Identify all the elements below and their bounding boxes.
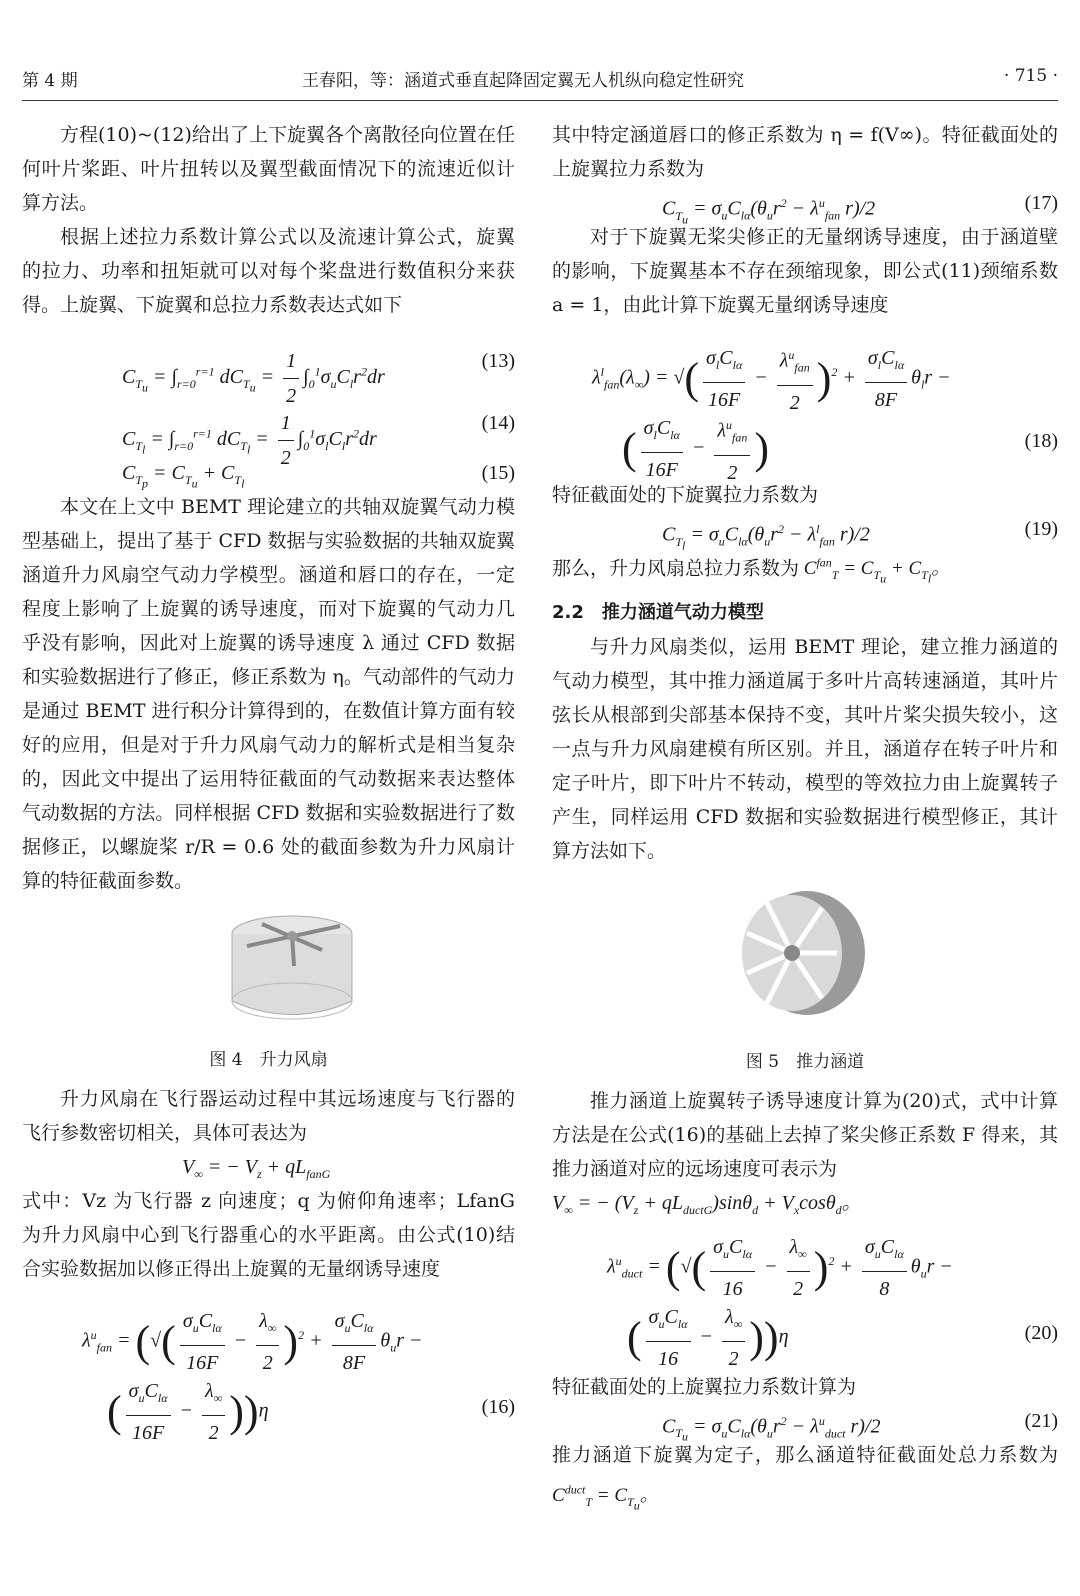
paragraph: 特征截面处的下旋翼拉力系数为 <box>552 484 819 506</box>
paragraph: 特征截面处的上旋翼拉力系数计算为 <box>552 1375 857 1398</box>
figure-5 <box>552 878 1058 1078</box>
equation-19: $C_{T_l} = \sigma_uC_{l\alpha}(\theta_ur^2 - \lambda^l_{fan}$ r)/2 (19) <box>662 518 1058 553</box>
paragraph: 对于下旋翼无桨尖修正的无量纲诱导速度，由于涵道壁的影响，下旋翼基本不存在颈缩现象，即公式(11)颈缩系数 a = 1，由此计算下旋翼无量纲诱导速度 <box>552 226 1058 316</box>
figure-4-caption: 图 4 升力风扇 <box>209 1050 328 1070</box>
equation-vinf: $V_\infty$ = − $V_z + qL_{fanG}$ <box>182 1156 331 1181</box>
thrust-duct-image <box>552 878 1058 1028</box>
left-column <box>22 118 515 1444</box>
paragraph: 与升力风扇类似，运用 BEMT 理论，建立推力涵道的气动力模型，其中推力涵道属于多叶片高转速涵道，其叶片弦长从根部到尖部基本保持不变，其叶片桨尖损失较小，这一点与升力风扇建模有所区别。并且，涵道存在转子叶片和定子叶片，即下叶片不转动，模型的等效拉力由上旋翼转子产生，同样运用 CFD 数据和实验数据进行模型修正，其计算方法如下。 <box>552 635 1058 862</box>
paragraph: 根据上述拉力系数计算公式以及流速计算公式，旋翼的拉力、功率和扭矩就可以对每个桨盘进行数值积分来获得。上旋翼、下旋翼和总拉力系数表达式如下 <box>22 226 515 316</box>
paragraph: 本文在上文中 BEMT 理论建立的共轴双旋翼气动力模型基础上，提出了基于 CFD 数据与实验数据的共轴双旋翼涵道升力风扇空气动力学模型。涵道和唇口的存在，一定程度上影响了上旋翼的诱导速度，而对下旋翼的气动力几乎没有影响，因此对上旋翼的诱导速度 λ 通过 CFD 数据和实验数据进行了修正，修正系数为 η。气动部件的气动力是通过 BEMT 进行积分计算得到的，在数值计算方面有较好的应用，但是对于升力风扇气动力的解析式是相当复杂的，因此文中提出了运用特征截面的气动数据来表达整体气动数据的方法。同样根据 CFD 数据和实验数据进行了数据修正，以螺旋桨 r/R = 0.6 处的截面参数为升力风扇计算的特征截面参数。 <box>22 496 515 892</box>
right-column <box>552 118 1058 1522</box>
equation-vinf-duct: $V_\infty$ = − $(V_z + qL_{ductG})\sin\theta_d + V_x\cos\theta_d$。 <box>552 1191 862 1217</box>
header-rule <box>22 100 1058 101</box>
equation-14: $C_{T_l} = \int_{r=0}^{r=1}$ $dC_{T_l}$ = $\frac{1}{2}$ $\int_0^1\sigma_lC_lr^2dr$ (14) <box>22 392 515 454</box>
issue-label: 第 4 期 <box>22 71 78 91</box>
paragraph: 升力风扇在飞行器运动过程中其远场速度与飞行器的飞行参数密切相关，具体可表达为 <box>22 1088 515 1144</box>
running-title: 王春阳，等：涵道式垂直起降固定翼无人机纵向稳定性研究 <box>302 71 744 91</box>
equation-21: $C_{T_u} = \sigma_uC_{l\alpha}(\theta_ur^2 - \lambda^u_{duct}$ r)/2 (21) <box>662 1409 1058 1444</box>
paragraph: 推力涵道上旋翼转子诱导速度计算为(20)式，式中计算方法是在公式(16)的基础上去掉了桨尖修正系数 F 得来，其推力涵道对应的远场速度可表示为 <box>552 1089 1058 1180</box>
equation-13: $C_{T_u} = \int_{r=0}^{r=1}$ $dC_{T_u}$ = $\frac{1}{2}$ $\int_0^1\sigma_uC_lr^2dr$ (13) <box>22 330 515 392</box>
figure-4 <box>22 906 515 1070</box>
paragraph: 其中特定涵道唇口的修正系数为 η = f(V∞)。特征截面处的上旋翼拉力系数为 <box>552 124 1058 180</box>
equation-17: $C_{T_u} = \sigma_uC_{l\alpha}(\theta_ur^2 - \lambda^u_{fan}$ r)/2 (17) <box>662 192 1058 227</box>
paragraph: 那么，升力风扇总拉力系数为 $C^{fan}_T = C_{T_u} + C_{T_l}$。 <box>552 556 951 586</box>
equation-15: $C_{T_p} = C_{T_u} + C_{T_l}$ (15) <box>122 462 515 491</box>
paragraph: 推力涵道下旋翼为定子，那么涵道特征截面处总力系数为 $C^{duct}_T = C_{T_u}$。 <box>552 1443 1058 1513</box>
lift-fan-image <box>22 906 515 1026</box>
page-number: · 715 · <box>1003 66 1058 86</box>
paragraph: 式中：Vz 为飞行器 z 向速度；q 为俯仰角速率；LfanG 为升力风扇中心到飞行器重心的水平距离。由公式(10)结合实验数据加以修正得出上旋翼的无量纲诱导速度 <box>22 1190 515 1280</box>
paragraph: 方程(10)~(12)给出了上下旋翼各个离散径向位置在任何叶片桨距、叶片扭转以及翼型截面情况下的流速近似计算方法。 <box>22 124 515 214</box>
equation-16: $\lambda^u_{fan}$ = (√( $\frac{\sigma_uC_{l\alpha}}{16F}$ − $\frac{\lambda_\infty}{2}$ )$^2$ + $\frac{\sigma_uC_{l\alpha}}{8F}$ $\theta_ur$ − ( $\frac{\sigma_uC_{l\alpha}}{16F}$ − $\frac{\lambda_\infty}{2}$ ))η (16) <box>22 1294 515 1444</box>
section-heading: 2.2 推力涵道气动力模型 <box>552 601 764 623</box>
running-header <box>22 66 1058 96</box>
equation-20: $\lambda^u_{duct}$ = (√( $\frac{\sigma_uC_{l\alpha}}{16}$ − $\frac{\lambda_\infty}{2}$ )$^2$ + $\frac{\sigma_uC_{l\alpha}}{8}$ $\theta_ur$ − ( $\frac{\sigma_uC_{l\alpha}}{16}$ − $\frac{\lambda_\infty}{2}$ ))η (20) <box>552 1220 1058 1370</box>
figure-5-caption: 图 5 推力涵道 <box>745 1051 865 1072</box>
equation-18: $\lambda^l_{fan}(\lambda_\infty)$ = √( $\frac{\sigma_lC_{l\alpha}}{16F}$ − $\frac{\lambda^u_{fan}}{2}$ )$^2$ + $\frac{\sigma_lC_{l\alpha}}{8F}$ $\theta_lr$ − ( $\frac{\sigma_lC_{l\alpha}}{16F}$ − $\frac{\lambda^u_{fan}}{2}$ ) (18) <box>552 328 1058 478</box>
